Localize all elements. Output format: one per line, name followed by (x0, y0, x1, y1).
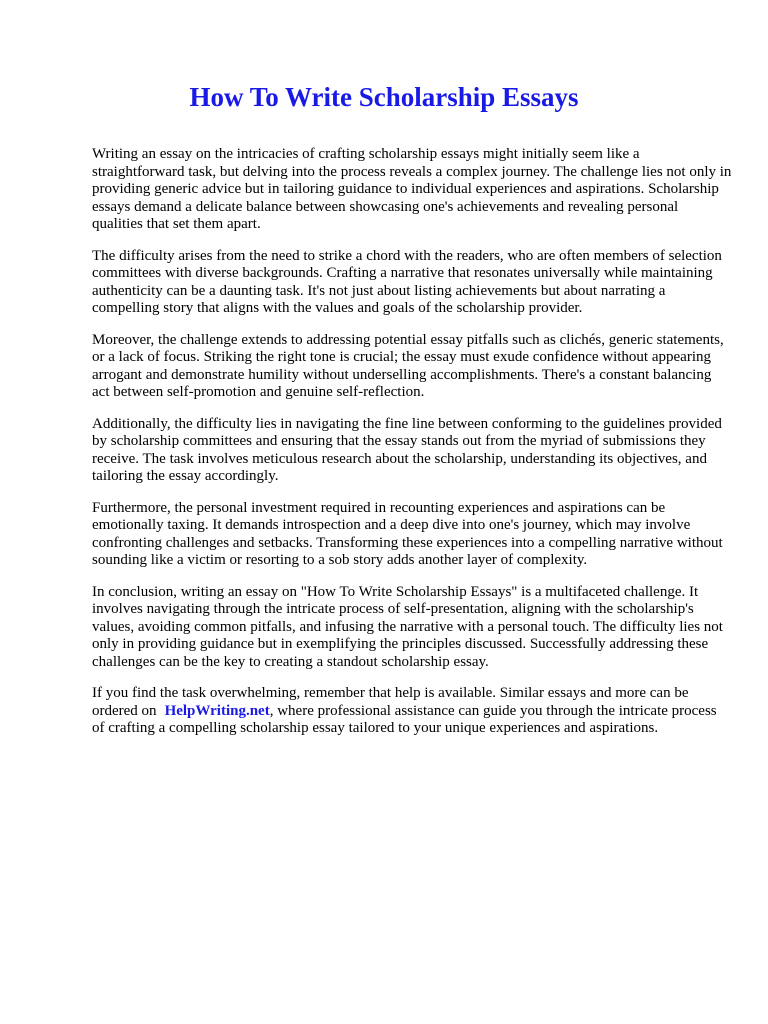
closing-text-after-link: , where professional assistance can guide you through the intricate process of crafting a compelling scholarship essay tailored to your unique experiences and aspirations. (92, 702, 717, 736)
paragraph-difficulty: The difficulty arises from the need to strike a chord with the readers, who are often members of selection committees with diverse backgrounds. Crafting a narrative that resonates universally while maintaining authenticity can be a daunting task. It's not just about listing achievements but about narrating a compelling story that aligns with the values and goals of the scholarship provider. (92, 247, 722, 316)
paragraph-pitfalls: Moreover, the challenge extends to addressing potential essay pitfalls such as clichés, generic statements, or a lack of focus. Striking the right tone is crucial; the essay must exude confidence without appearing arrogant and demonstrate humility without underselling accomplishments. There's a constant balancing act between self-promotion and genuine self-reflection. (92, 331, 724, 400)
page-title: How To Write Scholarship Essays (189, 82, 579, 112)
helpwriting-link[interactable]: HelpWriting.net (164, 702, 270, 719)
paragraph-conclusion: In conclusion, writing an essay on "How To Write Scholarship Essays" is a multifaceted challenge. It involves navigating through the intricate process of self-presentation, aligning with the scholarship's values, avoiding common pitfalls, and infusing the narrative with a personal touch. The difficulty lies not only in providing guidance but in exemplifying the principles discussed. Successfully addressing these challenges can be the key to creating a standout scholarship essay. (92, 583, 723, 670)
paragraph-closing (92, 685, 732, 738)
paragraph-guidelines: Additionally, the difficulty lies in navigating the fine line between conforming to the guidelines provided by scholarship committees and ensuring that the essay stands out from the myriad of submissions they receive. The task involves meticulous research about the scholarship, understanding its objectives, and tailoring the essay accordingly. (92, 415, 722, 484)
document-body (92, 146, 732, 752)
paragraph-intro: Writing an essay on the intricacies of crafting scholarship essays might initially seem like a straightforward task, but delving into the process reveals a complex journey. The challenge lies not only in providing generic advice but in tailoring guidance to individual experiences and aspirations. Scholarship essays demand a delicate balance between showcasing one's achievements and revealing personal qualities that set them apart. (92, 146, 732, 232)
closing-text-before-link: If you find the task overwhelming, remember that help is available. Similar essays and more can be ordered on (92, 685, 689, 719)
paragraph-personal-investment: Furthermore, the personal investment required in recounting experiences and aspirations can be emotionally taxing. It demands introspection and a deep dive into one's journey, which may involve confronting challenges and setbacks. Transforming these experiences into a compelling narrative without sounding like a victim or resorting to a sob story adds another layer of complexity. (92, 499, 723, 568)
